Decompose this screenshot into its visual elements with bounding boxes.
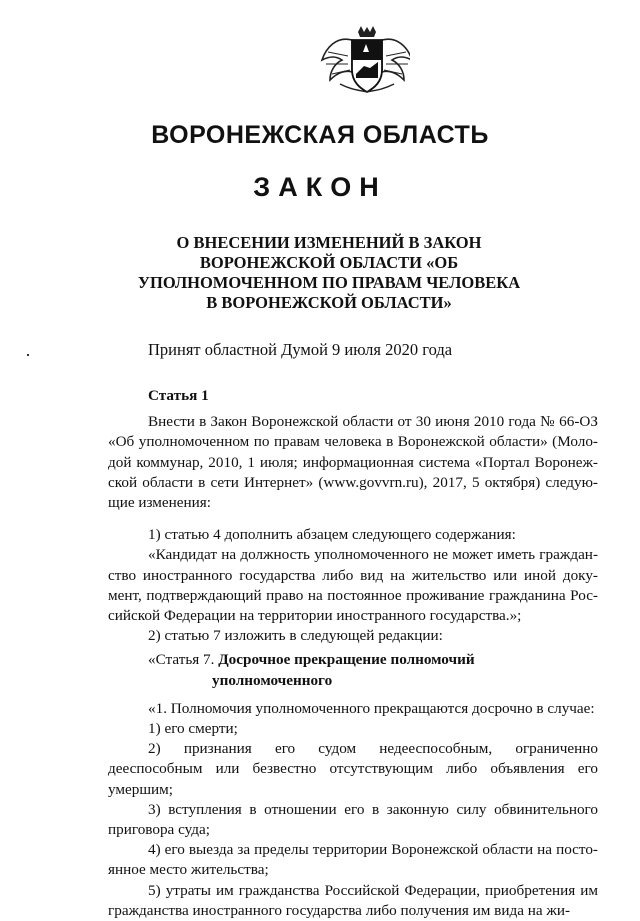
amendment-item-1-quote: «Кандидат на должность уполномоченного не может иметь граждан-ство иностранного государства либо вид на жительство или иной доку-мент, подтверждающий право на постоянное проживание гражданина Рос-сийской Федерации на территории иностранного государства.»; — [108, 546, 598, 625]
voronezh-coat-of-arms-icon — [318, 26, 410, 94]
document-body — [108, 386, 598, 921]
article-7-item: 4) его выезда за пределы территории Воронежской области на посто-янное место жительства; — [108, 841, 598, 879]
article-7-item: 1) его смерти; — [148, 720, 238, 738]
article-7-heading — [108, 650, 598, 690]
article-7-paragraph-1: «1. Полномочия уполномоченного прекращаются досрочно в случае: — [148, 699, 595, 717]
article-7-item: 3) вступления в отношении его в законную силу обвинительного приговора суда; — [108, 800, 598, 839]
article-7-title-cont: уполномоченного — [212, 671, 333, 689]
document-type: ЗАКОН — [253, 172, 387, 202]
amendment-item-2: 2) статью 7 изложить в следующей редакции: — [148, 627, 443, 645]
region-title: ВОРОНЕЖСКАЯ ОБЛАСТЬ — [151, 121, 489, 149]
coat-of-arms — [318, 26, 410, 94]
law-title-line: О ВНЕСЕНИИ ИЗМЕНЕНИЙ В ЗАКОН — [176, 233, 482, 252]
article-7-title: Досрочное прекращение полномочий — [218, 651, 475, 669]
amendment-item-1: 1) статью 4 дополнить абзацем следующего содержания: — [148, 526, 516, 544]
law-title-line: ВОРОНЕЖСКОЙ ОБЛАСТИ «ОБ — [199, 253, 459, 272]
law-title-line: В ВОРОНЕЖСКОЙ ОБЛАСТИ» — [206, 293, 452, 312]
article-7-prefix: «Статья 7. — [148, 651, 215, 669]
article-heading: Статья 1 — [148, 387, 209, 404]
article-7-item: 2) признания его судом недееспособным, ограниченно дееспособным или безвестно отсутствующим либо объявления его умершим; — [108, 740, 598, 798]
scan-artifact — [27, 354, 29, 356]
law-title — [130, 233, 528, 313]
article-intro: Внести в Закон Воронежской области от 30 июня 2010 года № 66-ОЗ «Об уполномоченном по правам человека в Воронежской области» (Моло-дой коммунар, 2010, 1 июля; информационная система «Портал Воронеж-ской области в сети Интернет» (www.govvrn.ru), 2017, 5 октября) следую-щие изменения: — [108, 413, 598, 512]
article-7-item: 5) утраты им гражданства Российской Федерации, приобретения им гражданства иностранного государства либо получения им вида на жи- — [108, 881, 598, 919]
adoption-date: Принят областной Думой 9 июля 2020 года — [148, 340, 453, 359]
law-title-line: УПОЛНОМОЧЕННОМ ПО ПРАВАМ ЧЕЛОВЕКА — [137, 273, 521, 292]
